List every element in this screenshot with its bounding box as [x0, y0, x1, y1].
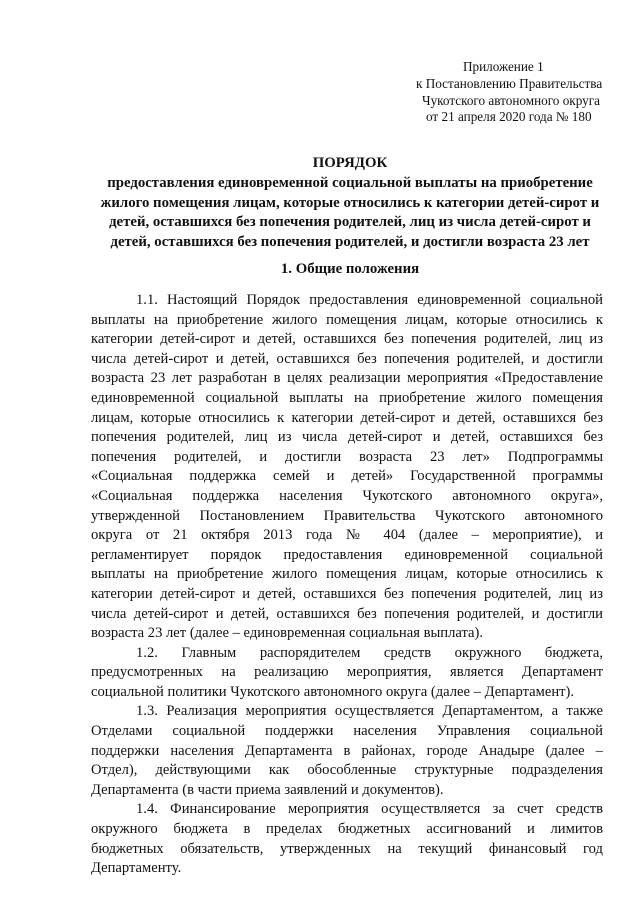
paragraph-line: числа детей-сирот и детей, оставшихся без попечения родителей, и достигли [91, 350, 603, 367]
paragraph-line: утвержденной Постановлением Правительства Чукотского автономного [91, 507, 603, 524]
paragraph-line: единовременной социальной выплаты на приобретение жилого помещения [91, 389, 603, 406]
appendix-line: от 21 апреля 2020 года № 180 [426, 109, 592, 125]
paragraph-p-1-2 [91, 644, 603, 703]
paragraph-p-1-1 [91, 291, 603, 644]
paragraph-line: Отделами социальной поддержки населения Управления социальной [91, 723, 603, 740]
paragraph-line: числа детей-сирот и детей, оставшихся без попечения родителей, и достигли [91, 605, 603, 622]
paragraph-line: «Социальная поддержка населения Чукотского автономного округа», [91, 487, 603, 504]
appendix-line: Приложение 1 [463, 59, 544, 74]
subtitle-line: детей, оставшихся без попечения родителей, и достигли возраста 23 лет [110, 233, 590, 250]
paragraph-line: Департаменту. [91, 860, 182, 877]
paragraph-line: «Социальная поддержка семей и детей» Государственной программы [91, 468, 603, 485]
paragraph-line: категории детей-сирот и детей, оставшихся без попечения родителей, лиц из [91, 331, 603, 348]
appendix-line: к Постановлению Правительства [416, 75, 603, 91]
paragraph-line: социальной политики Чукотского автономного округа (далее – Департамент). [91, 683, 575, 700]
paragraph-line: возраста 23 лет (далее – единовременная социальная выплата). [91, 625, 484, 642]
subtitle-line: детей, оставшихся без попечения родителей, лиц из числа детей-сирот и [109, 214, 591, 230]
document-subtitle [70, 174, 630, 252]
paragraph-line: Отдел), действующими как обособленные структурные подразделения [91, 762, 603, 779]
paragraph-line: регламентирует порядок предоставления единовременной социальной [91, 546, 603, 563]
paragraph-line: Департамента (в части приема заявлений и документов). [91, 781, 444, 798]
section-heading: 1. Общие положения [280, 261, 420, 277]
appendix-line: Чукотского автономного округа [422, 92, 600, 108]
document-title: ПОРЯДОК [312, 155, 388, 171]
paragraph-line: попечения родителей, и достигли возраста 23 лет» Подпрограммы [91, 448, 603, 465]
document-body [91, 291, 603, 879]
paragraph-line: поддержки населения Департамента в районах, городе Анадыре (далее – [91, 742, 603, 759]
paragraph-line: 1.1. Настоящий Порядок предоставления единовременной социальной [136, 292, 603, 308]
subtitle-line: предоставления единовременной социальной выплаты на приобретение [107, 175, 593, 191]
paragraph-line: бюджетных обязательств, утвержденных на текущий финансовый год [91, 840, 603, 857]
paragraph-line: 1.2. Главным распорядителем средств окружного бюджета, [136, 644, 603, 661]
paragraph-p-1-4 [91, 800, 603, 878]
paragraph-line: возраста 23 лет разработан в целях реализации мероприятия «Предоставление [91, 370, 603, 387]
paragraph-line: попечения родителей, лиц из числа детей-сирот и детей, оставшихся без [91, 429, 603, 446]
paragraph-line: 1.3. Реализация мероприятия осуществляется Департаментом, а также [136, 703, 603, 720]
paragraph-line: округа от 21 октября 2013 года № 404 (далее – мероприятие), и [91, 527, 603, 544]
paragraph-line: выплаты на приобретение жилого помещения лицам, которые относились к [91, 566, 603, 583]
subtitle-line: жилого помещения лицам, которые относились к категории детей-сирот и [100, 194, 600, 211]
paragraph-p-1-3 [91, 702, 603, 800]
paragraph-line: 1.4. Финансирование мероприятия осуществляется за счет средств [136, 801, 603, 818]
paragraph-line: лицам, которые относились к категории детей-сирот и детей, оставшихся без [91, 409, 603, 426]
paragraph-line: предусмотренных на реализацию мероприятия, является Департамент [91, 664, 603, 681]
appendix-header [416, 59, 616, 126]
paragraph-line: выплаты на приобретение жилого помещения лицам, которые относились к [91, 311, 603, 328]
paragraph-line: окружного бюджета в пределах бюджетных ассигнований и лимитов [91, 821, 603, 838]
paragraph-line: категории детей-сирот и детей, оставшихся без попечения родителей, лиц из [91, 585, 603, 602]
